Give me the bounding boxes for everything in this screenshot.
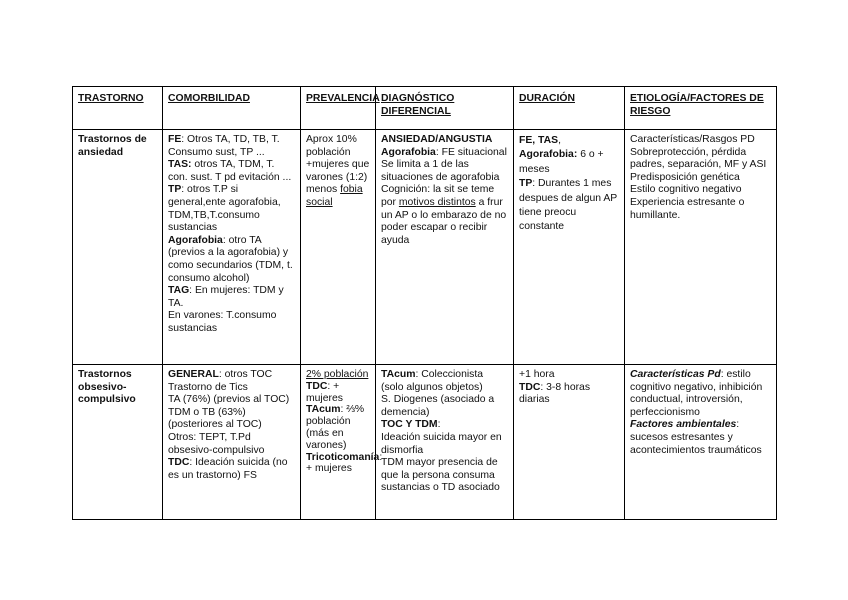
clinical-summary-table bbox=[72, 86, 777, 520]
header-diagnostico: DIAGNÓSTICO DIFERENCIAL bbox=[376, 87, 514, 130]
row-duracion: +1 hora TDC: 3-8 horas diarias bbox=[514, 365, 625, 520]
row-etiologia: Características/Rasgos PD Sobreprotección, pérdida padres, separación, MF y ASI Predisposición genética Estilo cognitivo negativo Experiencia estresante o humillante. bbox=[625, 130, 777, 365]
comorbidity-item: TDC: Ideación suicida (no es un trastorno) FS bbox=[168, 457, 288, 481]
comorbidity-item: TAG: En mujeres: TDM y TA. bbox=[168, 285, 284, 309]
row-diagnostico: TAcum: Coleccionista (solo algunos objetos) S. Diogenes (asociado a demencia) TOC Y TDM: Ideación suicida mayor en dismorfia TDM mayor presencia de que la persona consuma sustancias o TD asociado bbox=[376, 365, 514, 520]
comorbidity-item: TAS: otros TA, TDM, T. con. sust. T pd evitación ... bbox=[168, 159, 292, 183]
comorbidity-item: FE: Otros TA, TD, TB, T. Consumo sust, TP ... bbox=[168, 134, 280, 158]
header-row bbox=[73, 87, 777, 130]
row-etiologia: Características Pd: estilo cognitivo negativo, inhibición conductual, introversión, perfeccionismo Factores ambientales: sucesos estresantes y acontecimientos traumáticos bbox=[625, 365, 777, 520]
row-comorbilidad bbox=[163, 130, 301, 365]
table-row bbox=[73, 130, 777, 365]
row-duracion: FE, TAS, Agorafobia: 6 o + meses TP: Durantes 1 mes despues de algun AP tiene preocu constante bbox=[514, 130, 625, 365]
row-comorbilidad bbox=[163, 365, 301, 520]
comorbidity-item: Otros: TEPT, T.Pd obsesivo-compulsivo bbox=[168, 431, 265, 456]
row-trastorno: Trastornos de ansiedad bbox=[73, 130, 163, 365]
header-comorbilidad: COMORBILIDAD bbox=[163, 87, 301, 130]
header-prevalencia: PREVALENCIA bbox=[301, 87, 376, 130]
comorbidity-item: TA (76%) (previos al TOC) bbox=[168, 394, 290, 406]
comorbidity-item: En varones: T.consumo sustancias bbox=[168, 310, 277, 334]
comorbidity-item: Agorafobia: otro TA (previos a la agorafobia) y como secundarios (TDM, t. consumo alcohol) bbox=[168, 234, 293, 284]
comorbidity-item: GENERAL: otros TOC bbox=[168, 369, 273, 380]
row-prevalencia: 2% población TDC: + mujeres TAcum: ⅔% población (más en varones) Tricoticomanía: + mujeres bbox=[301, 365, 376, 520]
header-trastorno: TRASTORNO bbox=[73, 87, 163, 130]
row-trastorno: Trastornos obsesivo-compulsivo bbox=[73, 365, 163, 520]
comorbidity-item: TP: otros T.P si general,ente agorafobia, TDM,TB,T.consumo sustancias bbox=[168, 184, 281, 234]
header-duracion: DURACIÓN bbox=[514, 87, 625, 130]
comorbidity-item: TDM o TB (63%) (posteriores al TOC) bbox=[168, 406, 262, 431]
comorbidity-item: Trastorno de Tics bbox=[168, 381, 248, 393]
table-row bbox=[73, 365, 777, 520]
row-prevalencia: Aprox 10% población +mujeres que varones (1:2) menos fobia social bbox=[301, 130, 376, 365]
row-diagnostico: ANSIEDAD/ANGUSTIA Agorafobia: FE situacional Se limita a 1 de las situaciones de agorafobia Cognición: la sit se teme por motivos distintos a frur un AP o lo embarazo de no poder escapar o recibir ayuda bbox=[376, 130, 514, 365]
header-etiologia: ETIOLOGÍA/FACTORES DE RIESGO bbox=[625, 87, 777, 130]
